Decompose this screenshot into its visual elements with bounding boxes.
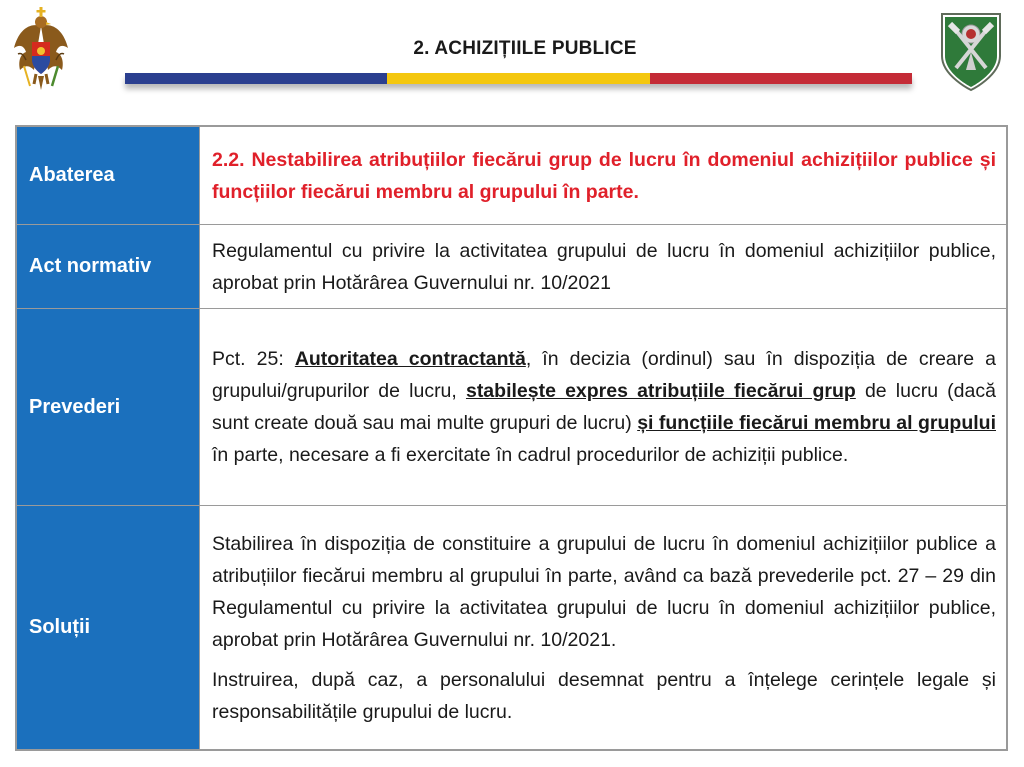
deviation-table bbox=[15, 125, 1008, 751]
deviation-text: 2.2. Nestabilirea atribuțiilor fiecărui grup de lucru în domeniul achizițiilor publice și funcțiilor fiecărui membru al grupului în parte. bbox=[212, 148, 996, 203]
prevederi-bold-2: stabilește expres atribuțiile fiecărui grup bbox=[465, 380, 856, 402]
tricolor-red-segment bbox=[650, 73, 912, 84]
table-row bbox=[17, 127, 1007, 225]
solutii-paragraph-1: Stabilirea în dispoziția de constituire a grupului de lucru în domeniul achizițiilor publice a atribuțiilor fiecărui membru al grupului în parte, având ca bază prevederile pct. 27 – 29 din Regulamentul cu privire la activitatea grupului de lucru în domeniul achizițiilor publice, aprobat prin Hotărârea Guvernului nr. 10/2021. bbox=[212, 532, 996, 651]
prevederi-bold-3: și funcțiile fiecărui membru al grupului bbox=[637, 412, 996, 434]
prevederi-text-3: de lucru (dacă sunt create două sau mai multe grupuri de lucru) bbox=[212, 380, 996, 434]
prevederi-text-1: Pct. 25: bbox=[212, 348, 295, 370]
row-content-abaterea bbox=[200, 127, 1007, 225]
row-content-solutii bbox=[200, 506, 1007, 750]
row-content-act-normativ: Regulamentul cu privire la activitatea grupului de lucru în domeniul achizițiilor publice, aprobat prin Hotărârea Guvernului nr. 10/2021 bbox=[200, 225, 1007, 309]
row-label-prevederi: Prevederi bbox=[17, 309, 200, 506]
page-title: 2. ACHIZIȚIILE PUBLICE bbox=[413, 38, 637, 59]
row-label-abaterea: Abaterea bbox=[17, 127, 200, 225]
prevederi-text-4: în parte, necesare a fi exercitate în cadrul procedurilor de achiziții publice. bbox=[212, 444, 849, 466]
tricolor-blue-segment bbox=[125, 73, 387, 84]
row-content-prevederi bbox=[200, 309, 1007, 506]
prevederi-bold-1: Autoritatea contractantă bbox=[294, 348, 526, 370]
tricolor-divider bbox=[125, 73, 912, 84]
ministry-emblem-icon bbox=[940, 12, 1002, 92]
solutii-paragraph-2: Instruirea, după caz, a personalului desemnat pentru a înțelege cerințele legale și responsabilitățile grupului de lucru. bbox=[212, 668, 996, 723]
row-label-act-normativ: Act normativ bbox=[17, 225, 200, 309]
table-row bbox=[17, 225, 1007, 309]
coat-of-arms-icon bbox=[10, 4, 72, 96]
prevederi-text-2: , în decizia (ordinul) sau în dispoziția de creare a grupului/grupurilor de lucru, bbox=[212, 348, 996, 402]
table-row bbox=[17, 309, 1007, 506]
table-row bbox=[17, 506, 1007, 750]
row-label-solutii: Soluții bbox=[17, 506, 200, 750]
tricolor-yellow-segment bbox=[387, 73, 649, 84]
